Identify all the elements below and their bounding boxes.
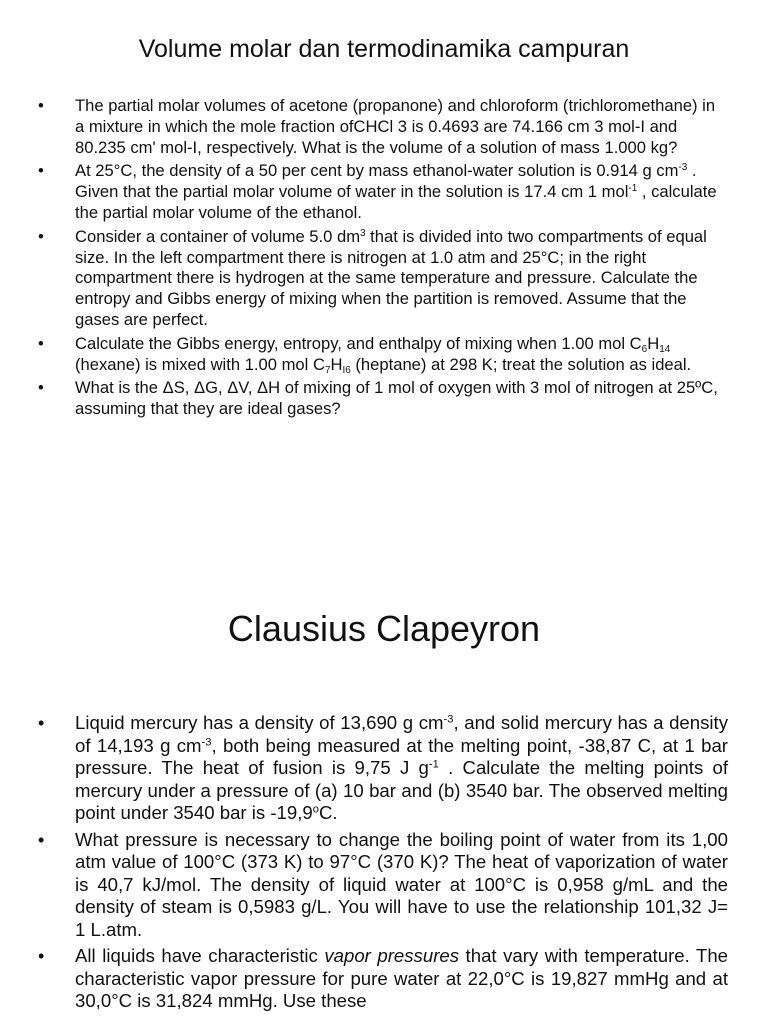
bullet-item — [38, 96, 728, 158]
bullet-text: Consider a container of volume 5.0 $dm^3$ that is divided into two compartments of equal size. In the left compartment there is nitrogen at 1.0 atm and 25°C; in the right compartment there is hydrogen at the same temperature and pressure. Calculate the entropy and Gibbs energy of mixing when the partition is removed. Assume that the gases are perfect. — [75, 226, 707, 329]
bullet-item — [38, 945, 728, 1013]
bullet-marker: • — [38, 946, 45, 966]
bullet-marker: • — [38, 226, 44, 246]
bullet-marker: • — [38, 713, 45, 733]
bullet-marker: • — [38, 378, 44, 398]
bullet-text: Calculate the Gibbs energy, entropy, and enthalpy of mixing when 1.00 mol $C_6H_{14}$ (hexane) is mixed with 1.00 mol $C_7H_{I6}$ (heptane) at 298 K; treat the solution as ideal. — [75, 333, 692, 376]
bullet-marker: • — [38, 333, 44, 353]
slide-1-bullet-list — [38, 96, 728, 423]
bullet-item — [38, 161, 728, 223]
slide-2 — [0, 500, 768, 1024]
bullet-text: Liquid mercury has a density of 13,690 g $cm^{-3}$, and solid mercury has a density of 14,193 g $cm^{-3}$, both being measured at the melting point, -38,87 C, at 1 bar pressure. The heat of fusion is 9,75 J $g^{-1}$ . Calculate the melting points of mercury under a pressure of (a) 10 bar and (b) 3540 bar. The observed melting point under 3540 bar is -19,9$^o$C. — [75, 712, 729, 823]
bullet-text: All liquids have characteristic vapor pressures that vary with temperature. The characteristic vapor pressure for pure water at 22,0°C is 19,827 mmHg and at 30,0°C is 31,824 mmHg. Use these — [75, 945, 728, 1011]
bullet-text: At 25°C, the density of a 50 per cent by mass ethanol-water solution is 0.914 g $cm^{-3}$ . Given that the partial molar volume of water in the solution is 17.4 cm 1 mol$^{-1}$ , calculate the partial molar volume of the ethanol. — [75, 161, 717, 222]
slide-1-title: Volume molar dan termodinamika campuran — [138, 35, 630, 63]
bullet-marker: • — [38, 829, 45, 850]
bullet-marker: • — [38, 96, 44, 115]
bullet-text: What is the ΔS, ΔG, ΔV, ΔH of mixing of 1 mol of oxygen with 3 mol of nitrogen at 25ºC, assuming that they are ideal gases? — [75, 378, 718, 419]
slide-2-title: Clausius Clapeyron — [227, 608, 541, 649]
bullet-item — [38, 712, 728, 825]
slide-1 — [0, 0, 768, 500]
bullet-item — [38, 378, 728, 420]
bullet-marker: • — [38, 161, 44, 181]
bullet-item — [38, 227, 728, 331]
bullet-text: The partial molar volumes of acetone (propanone) and chloroform (trichloromethane) in a mixture in which the mole fraction ofCHCl 3 is 0.4693 are 74.166 cm 3 mol-I and 80.235 cm' mol-I, respectively. What is the volume of a solution of mass 1.000 kg? — [75, 96, 716, 157]
bullet-item — [38, 829, 728, 942]
slide-2-bullet-list — [38, 712, 728, 1017]
bullet-text: What pressure is necessary to change the boiling point of water from its 1,00 atm value of 100°C (373 K) to 97°C (370 K)? The heat of vaporization of water is 40,7 kJ/mol. The density of liquid water at 100°C is 0,958 g/mL and the density of steam is 0,5983 g/L. You will have to use the relationship 101,32 J= 1 L.atm. — [75, 828, 728, 940]
bullet-item — [38, 334, 728, 376]
